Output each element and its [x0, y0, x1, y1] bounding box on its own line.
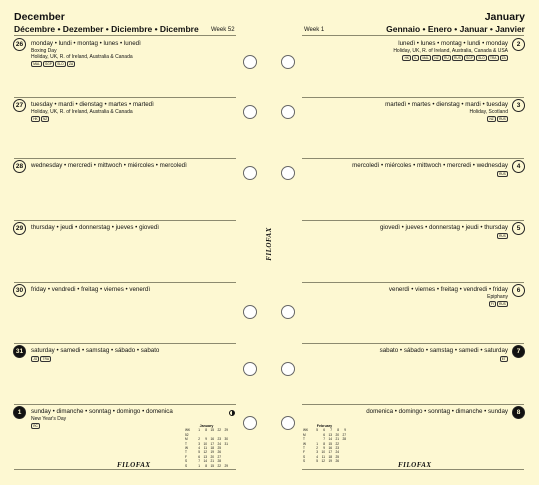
mini-calendar-cell: 11: [203, 446, 207, 451]
binder-hole: [243, 55, 257, 69]
country-tag: RUS: [497, 171, 508, 177]
mini-calendar-cell: 28: [342, 437, 346, 442]
mini-calendar-cell: 29: [224, 463, 228, 468]
day-names: martedì • martes • dienstag • mardi • tuesday: [385, 101, 508, 108]
mini-calendar-cell: 17: [210, 441, 214, 446]
mini-calendar-cell: [339, 459, 346, 463]
mini-calendar-row: [185, 428, 228, 437]
country-tag: NZ: [41, 116, 50, 122]
country-tag: SGP: [464, 55, 475, 61]
day-names: giovedì • jueves • donnerstag • jeudi • thursday: [379, 224, 508, 231]
day-names: sabato • sábado • samstag • samedi • saturday: [379, 347, 508, 354]
day-names: thursday • jeudi • donnerstag • jueves • giovedì: [31, 224, 160, 231]
mini-calendar-cell: 4: [316, 454, 318, 459]
mini-calendar-cell: 5: [316, 459, 318, 464]
day-number: 3: [512, 99, 525, 112]
day-number: 28: [13, 160, 26, 173]
mini-calendar-cell: 1: [198, 428, 200, 433]
mini-calendar-cell: 28: [217, 459, 221, 464]
mini-calendar-cell: 5: [316, 428, 318, 433]
mini-calendar-row: [185, 464, 228, 468]
mini-calendar-cell: 27: [217, 454, 221, 459]
country-tags: [31, 423, 40, 429]
holiday-note: Holiday, UK, R. of Ireland, Australia & Canada: [31, 109, 133, 115]
mini-calendar-cell: 6: [323, 428, 325, 433]
holiday-note: Holiday, UK, R. of Ireland, Australia, Canada & USA: [393, 48, 508, 54]
country-tags: [500, 356, 508, 362]
country-tag: RUS: [497, 233, 508, 239]
holiday-note: Boxing Day: [31, 48, 57, 54]
country-tag: MAL: [420, 55, 431, 61]
country-tag: RC: [31, 423, 40, 429]
binder-hole: [243, 166, 257, 180]
country-tags: [402, 55, 508, 61]
day-divider: [302, 343, 524, 344]
mini-calendar-cell: 10: [321, 450, 325, 455]
mini-calendar-title: January: [199, 424, 214, 428]
mini-calendar-cell: 18: [210, 446, 214, 451]
mini-calendar-cell: 16: [210, 437, 214, 442]
country-tag: HK: [402, 55, 411, 61]
country-tag: ET: [500, 356, 508, 362]
mini-calendar-cell: 8: [205, 428, 207, 433]
day-names: saturday • samedi • samstag • sábado • sabato: [31, 347, 160, 354]
day-names: friday • vendredi • freitag • viernes • venerdì: [31, 286, 151, 293]
country-tags: [31, 356, 51, 362]
country-tags: [31, 61, 75, 67]
mini-calendar-cell: 7: [330, 428, 332, 433]
day-divider: [14, 282, 236, 283]
left-footer-rule: [14, 469, 236, 470]
mini-calendar-cell: 26: [335, 459, 339, 464]
country-tag: RU: [442, 55, 451, 61]
mini-calendar-cell: 25: [335, 454, 339, 459]
country-tag: ZA: [500, 55, 508, 61]
center-brand-logo: FILOFAX: [264, 227, 273, 261]
country-tag: TRA: [488, 55, 499, 61]
day-number: 8: [512, 406, 525, 419]
mini-calendar-cell: 10: [203, 441, 207, 446]
day-names: sunday • dimanche • sonntag • domingo • domenica: [31, 408, 173, 415]
day-divider: [14, 343, 236, 344]
mini-calendar-cell: 15: [210, 463, 214, 468]
mini-calendar-cell: 24: [335, 450, 339, 455]
mini-calendar-cell: S: [303, 454, 306, 459]
left-header-rule: [14, 35, 236, 36]
mini-calendar-cell: 6: [198, 454, 200, 459]
mini-calendar-cell: 17: [328, 450, 332, 455]
mini-calendar-cell: 15: [328, 441, 332, 446]
right-mini-calendar: [303, 424, 346, 464]
mini-calendar-cell: 11: [321, 454, 325, 459]
day-divider: [302, 158, 524, 159]
day-names: venerdì • viernes • freitag • vendredi • friday: [388, 286, 508, 293]
mini-calendar-cell: 12: [203, 450, 207, 455]
day-number: 4: [512, 160, 525, 173]
holiday-note: Epiphany: [487, 294, 508, 300]
mini-calendar-cell: T: [185, 450, 187, 455]
mini-calendar-cell: 9: [205, 437, 207, 442]
binder-hole: [281, 55, 295, 69]
mini-calendar-title: February: [316, 424, 333, 428]
mini-calendar-cell: 9: [344, 428, 346, 433]
mini-calendar-cell: S: [185, 463, 188, 468]
day-number: 6: [512, 284, 525, 297]
right-month-title: January: [484, 11, 525, 23]
country-tag: TRA: [40, 356, 51, 362]
mini-calendar-cell: 6: [323, 432, 325, 437]
mini-calendar-cell: 13: [328, 432, 332, 437]
mini-calendar-cell: 9: [323, 446, 325, 451]
left-brand-logo: FILOFAX: [117, 461, 151, 469]
mini-calendar-cell: 7: [198, 459, 200, 464]
right-header-rule: [302, 35, 524, 36]
day-names: mercoledì • miércoles • mittwoch • mercredi • wednesday: [352, 162, 508, 169]
day-number: 31: [13, 345, 26, 358]
country-tag: HK: [31, 116, 40, 122]
mini-calendar-cell: 22: [217, 428, 221, 433]
binder-hole: [243, 105, 257, 119]
left-mini-calendar: [185, 424, 228, 468]
mini-calendar-cell: F: [303, 450, 305, 455]
day-divider: [14, 158, 236, 159]
mini-calendar-cell: S: [185, 459, 188, 464]
mini-calendar-cell: 2: [198, 437, 200, 442]
day-divider: [302, 97, 524, 98]
mini-calendar-cell: 1: [198, 463, 200, 468]
mini-calendar-row: [303, 459, 346, 463]
mini-calendar-cell: 12: [321, 459, 325, 464]
mini-calendar-cell: 24: [217, 441, 221, 446]
day-names: tuesday • mardi • dienstag • martes • martedì: [31, 101, 154, 108]
mini-calendar-cell: 13: [203, 454, 207, 459]
country-tag: NZ: [432, 55, 441, 61]
country-tag: SLO: [476, 55, 487, 61]
day-names: lunedì • lunes • montag • lundi • monday: [398, 40, 508, 47]
country-tag: RUS: [452, 55, 463, 61]
binder-hole: [281, 166, 295, 180]
binder-hole: [281, 416, 295, 430]
mini-calendar-cell: 1: [316, 441, 318, 446]
country-tags: [497, 171, 508, 177]
country-tag: MAL: [31, 61, 42, 67]
country-tags: [487, 116, 508, 122]
day-divider: [302, 220, 524, 221]
mini-calendar-cell: 21: [210, 459, 214, 464]
right-brand-logo: FILOFAX: [398, 461, 432, 469]
mini-calendar-cell: F: [185, 454, 187, 459]
mini-calendar-cell: 5: [198, 450, 200, 455]
mini-calendar-cell: 4: [198, 446, 200, 451]
mini-calendar-cell: 8: [205, 463, 207, 468]
day-names: wednesday • mercredi • mittwoch • miércoles • mercoledì: [31, 162, 187, 169]
day-number: 29: [13, 222, 26, 235]
mini-calendar-cell: 20: [210, 454, 214, 459]
mini-calendar-cell: T: [303, 446, 305, 451]
mini-calendar-cell: 14: [203, 459, 207, 464]
mini-calendar-cell: 20: [335, 432, 339, 437]
day-divider: [302, 282, 524, 283]
mini-calendar-cell: WK: [303, 428, 309, 433]
right-week-label: Week 1: [304, 27, 325, 33]
holiday-note: Holiday, UK, R. of Ireland, Australia & Canada: [31, 54, 133, 60]
mini-calendar-cell: T: [185, 441, 187, 446]
day-names: monday • lundi • montag • lunes • lunedì: [31, 40, 141, 47]
mini-calendar-cell: 23: [217, 437, 221, 442]
country-tags: [497, 233, 508, 239]
mini-calendar-cell: 18: [328, 454, 332, 459]
country-tag: FI: [489, 301, 496, 307]
country-tag: RUS: [497, 116, 508, 122]
day-divider: [14, 404, 236, 405]
day-number: 30: [13, 284, 26, 297]
mini-calendar-cell: 31: [224, 441, 228, 446]
binder-hole: [281, 362, 295, 376]
binder-hole: [243, 416, 257, 430]
mini-calendar-cell: 3: [316, 450, 318, 455]
mini-calendar-cell: 16: [328, 446, 332, 451]
day-divider: [14, 220, 236, 221]
mini-calendar-cell: 23: [335, 446, 339, 451]
mini-calendar-cell: 19: [210, 450, 214, 455]
mini-calendar-cell: 30: [224, 437, 228, 442]
mini-calendar-cell: T: [303, 437, 305, 442]
mini-calendar-cell: 15: [210, 428, 214, 433]
right-footer-rule: [302, 469, 524, 470]
day-number: 7: [512, 345, 525, 358]
country-tag: SGP: [43, 61, 54, 67]
left-month-subtitle: Décembre • Dezember • Diciembre • Dicembre: [14, 24, 199, 34]
mini-calendar-cell: 26: [217, 450, 221, 455]
mini-calendar-cell: 19: [328, 459, 332, 464]
right-month-subtitle: Gennaio • Enero • Januar • Janvier: [386, 24, 525, 34]
mini-calendar-cell: 27: [342, 432, 346, 437]
mini-calendar-cell: M: [303, 432, 306, 437]
country-tag: JG: [31, 356, 39, 362]
country-tag: NZ: [487, 116, 496, 122]
mini-calendar-cell: 22: [217, 463, 221, 468]
mini-calendar-cell: W: [303, 441, 307, 446]
mini-calendar-cell: 8: [337, 428, 339, 433]
left-week-label: Week 52: [211, 27, 235, 33]
mini-calendar-cell: 3: [198, 441, 200, 446]
country-tags: [31, 116, 49, 122]
mini-calendar-cell: 14: [328, 437, 332, 442]
day-number: 1: [13, 406, 26, 419]
mini-calendar-cell: 25: [217, 446, 221, 451]
binder-hole: [243, 305, 257, 319]
day-divider: [302, 404, 524, 405]
mini-calendar-cell: 8: [323, 441, 325, 446]
country-tag: IL: [412, 55, 419, 61]
country-tag: SLO: [55, 61, 66, 67]
country-tags: [489, 301, 508, 307]
binder-hole: [281, 305, 295, 319]
day-divider: [14, 97, 236, 98]
mini-calendar-cell: 29: [224, 428, 228, 433]
binder-hole: [281, 105, 295, 119]
day-number: 27: [13, 99, 26, 112]
binder-hole: [243, 362, 257, 376]
day-names: domenica • domingo • sonntag • dimanche • sunday: [366, 408, 508, 415]
day-number: 2: [512, 38, 525, 51]
mini-calendar-cell: 2: [316, 446, 318, 451]
day-number: 26: [13, 38, 26, 51]
holiday-note: New Year's Day: [31, 416, 67, 422]
mini-calendar-cell: WK 52: [185, 428, 191, 437]
country-tag: RUS: [497, 301, 508, 307]
moon-phase-icon: [229, 410, 235, 416]
holiday-note: Holiday, Scotland: [469, 109, 508, 115]
mini-calendar-cell: M: [185, 437, 188, 442]
mini-calendar-cell: W: [185, 446, 189, 451]
mini-calendar-cell: 22: [335, 441, 339, 446]
country-tag: ZA: [67, 61, 75, 67]
day-number: 5: [512, 222, 525, 235]
mini-calendar-cell: S: [303, 459, 306, 464]
mini-calendar-cell: 7: [323, 437, 325, 442]
mini-calendar-cell: 21: [335, 437, 339, 442]
left-month-title: December: [14, 11, 65, 23]
